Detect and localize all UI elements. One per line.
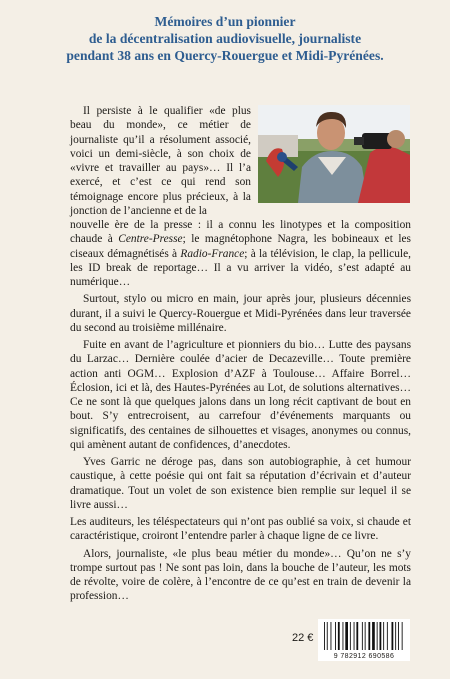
paragraph-1-continued xyxy=(70,218,411,289)
tagline-line-1: Mémoires d’un pionnier xyxy=(154,14,296,29)
newspaper-name: Centre-Presse xyxy=(118,233,183,246)
paragraph-2: Surtout, stylo ou micro en main, jour après jour, plusieurs décennies durant, il a suivi le Quercy-Rouergue et Midi-Pyrénées dans leur traversée du second au troisième millénaire. xyxy=(70,293,411,334)
barcode-bars xyxy=(318,619,410,652)
paragraph-1: Il persiste à le qualifier «de plus beau du monde», ce métier de journaliste qu’il a résolument associé, voici un demi-siècle, à son choix de «vivre et travailler au pays»… Il l’a exercé, et c’est ce qui rend son témoignage encore plus précieux, à la jonction de l’ancienne et de la xyxy=(70,105,251,217)
paragraph-1-text-a: nouvelle ère de la presse : il a connu les linotypes et la composition chaude à xyxy=(70,219,411,246)
isbn-barcode xyxy=(318,619,410,661)
paragraph-6: Alors, journaliste, «le plus beau métier du monde»… Qu’on ne s’y trompe surtout pas ! Ne sont pas loin, dans la bouche de l’auteur, les mots de révolte, voire de colère, à l’encontre de ce qu’est en train de devenir la profession… xyxy=(70,547,411,603)
radio-name: Radio-France xyxy=(180,247,245,260)
tagline-line-3: pendant 38 ans en Quercy-Rouergue et Midi-Pyrénées. xyxy=(66,48,384,63)
back-cover-text xyxy=(70,104,411,607)
paragraph-3: Fuite en avant de l’agriculture et pionniers du bio… Lutte des paysans du Larzac… Dernière coulée d’acier de Decazeville… Toute première action anti OGM… Explosion d’AZF à Toulouse… Affaire Borrel… Éclosion, ici et là, des Hautes-Pyrénées au Lot, de solutions alternatives… Ce ne sont là que quelques jalons dans un long récit captivant de bout en bout. S’y entrecroisent, au carrefour d’événements marquants ou significatifs, des centaines de silhouettes et visages, anonymes ou connus, qui amènent autant de confidences, d’anecdotes. xyxy=(70,339,411,451)
paragraph-4: Yves Garric ne déroge pas, dans son autobiographie, à cet humour caustique, à cette poésie qui ont fait sa réputation d’écrivain et d’auteur dramatique. Tout un volet de son existence bien remplie sur lequel il se livre aussi… xyxy=(70,456,411,511)
tagline-line-2: de la décentralisation audiovisuelle, journaliste xyxy=(88,31,362,46)
cover-tagline xyxy=(20,13,430,64)
paragraph-1-text-c: ; à la télévision, le clap, la pellicule, les ID break de reportage… Il a vu arriver la vidéo, s’est adapté au numérique… xyxy=(70,247,411,288)
price-label: 22 € xyxy=(292,632,314,644)
paragraph-1-text-b: ; le magnétophone Nagra, les bobineaux et les ciseaux démagnétisés à xyxy=(70,233,411,260)
isbn-number: 9 782912 690586 xyxy=(333,653,395,660)
paragraph-5: Les auditeurs, les téléspectateurs qui n’ont pas oublié sa voix, si chaude et caractéristique, croiront l’entendre parler à chaque ligne de ce livre. xyxy=(70,516,411,543)
